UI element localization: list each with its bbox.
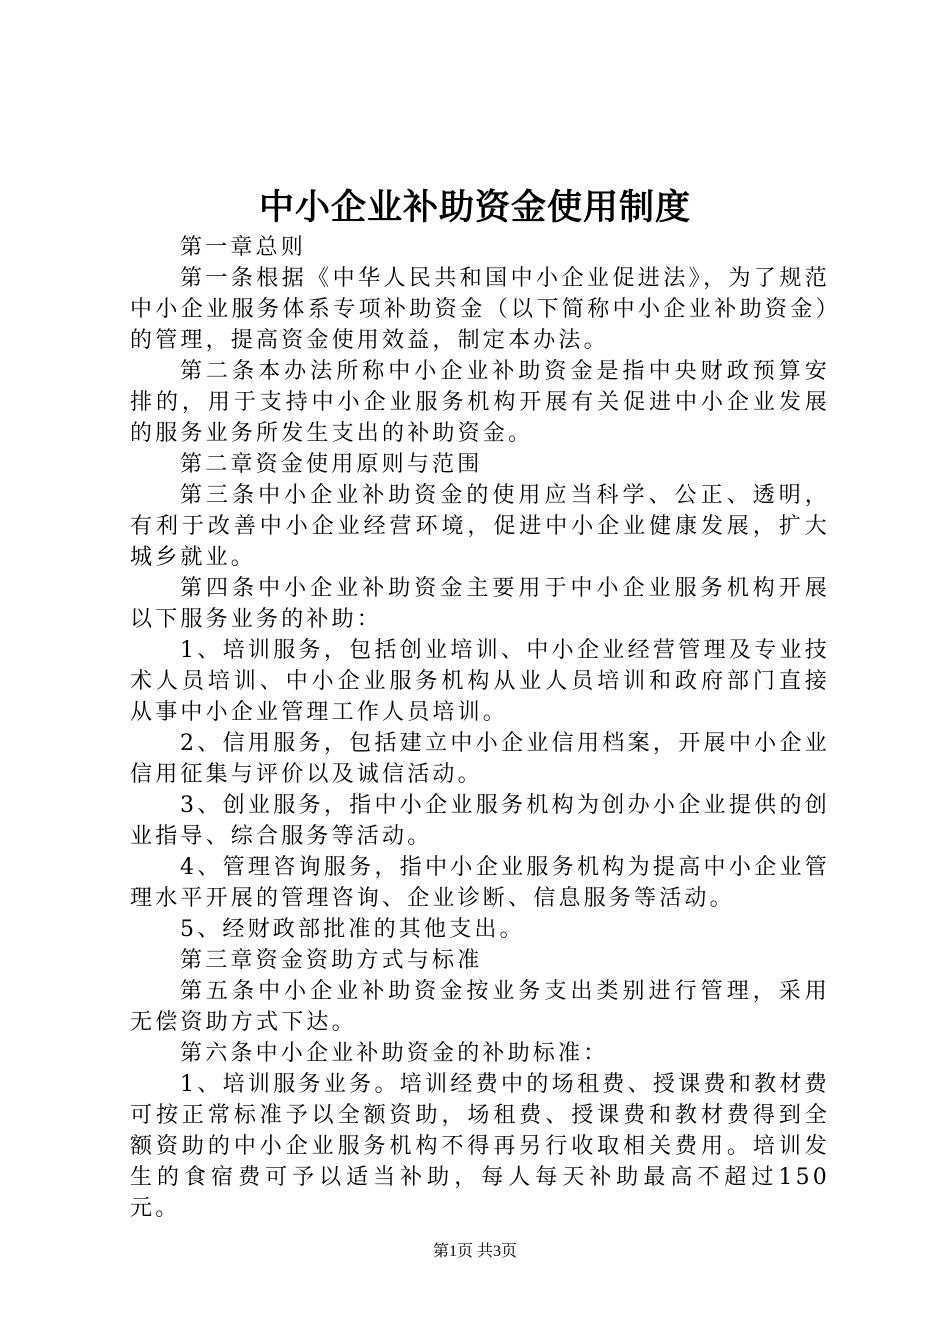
document-body xyxy=(130,232,830,1224)
article-paragraph: 第五条中小企业补助资金按业务支出类别进行管理，采用无偿资助方式下达。 xyxy=(130,979,830,1035)
list-item: 1、培训服务，包括创业培训、中小企业经营管理及专业技术人员培训、中小企业服务机构从业人员培训和政府部门直接从事中小企业管理工作人员培训。 xyxy=(130,638,830,725)
list-item: 1、培训服务业务。培训经费中的场租费、授课费和教材费可按正常标准予以全额资助，场租费、授课费和教材费得到全额资助的中小企业服务机构不得再另行收取相关费用。培训发生的食宿费可予以适当补助，每人每天补助最高不超过150元。 xyxy=(130,1072,830,1221)
list-item: 5、经财政部批准的其他支出。 xyxy=(180,917,525,942)
list-item: 3、创业服务，指中小企业服务机构为创办小企业提供的创业指导、综合服务等活动。 xyxy=(130,793,830,849)
document-title: 中小企业补助资金使用制度 xyxy=(258,187,691,228)
chapter-heading: 第二章资金使用原则与范围 xyxy=(180,452,483,477)
chapter-heading: 第三章资金资助方式与标准 xyxy=(180,948,483,973)
article-paragraph: 第六条中小企业补助资金的补助标准： xyxy=(180,1041,609,1066)
article-paragraph: 第四条中小企业补助资金主要用于中小企业服务机构开展以下服务业务的补助： xyxy=(130,576,830,632)
article-paragraph: 第二条本办法所称中小企业补助资金是指中央财政预算安排的，用于支持中小企业服务机构开展有关促进中小企业发展的服务业务所发生支出的补助资金。 xyxy=(130,359,830,446)
list-item: 2、信用服务，包括建立中小企业信用档案，开展中小企业信用征集与评价以及诚信活动。 xyxy=(130,731,830,787)
chapter-heading: 第一章总则 xyxy=(180,235,307,260)
page-footer: 第1页 共3页 xyxy=(432,1243,517,1260)
list-item: 4、管理咨询服务，指中小企业服务机构为提高中小企业管理水平开展的管理咨询、企业诊断、信息服务等活动。 xyxy=(130,855,830,911)
article-paragraph: 第三条中小企业补助资金的使用应当科学、公正、透明，有利于改善中小企业经营环境，促进中小企业健康发展，扩大城乡就业。 xyxy=(130,483,830,570)
article-paragraph: 第一条根据《中华人民共和国中小企业促进法》，为了规范中小企业服务体系专项补助资金（以下简称中小企业补助资金）的管理，提高资金使用效益，制定本办法。 xyxy=(130,266,830,353)
